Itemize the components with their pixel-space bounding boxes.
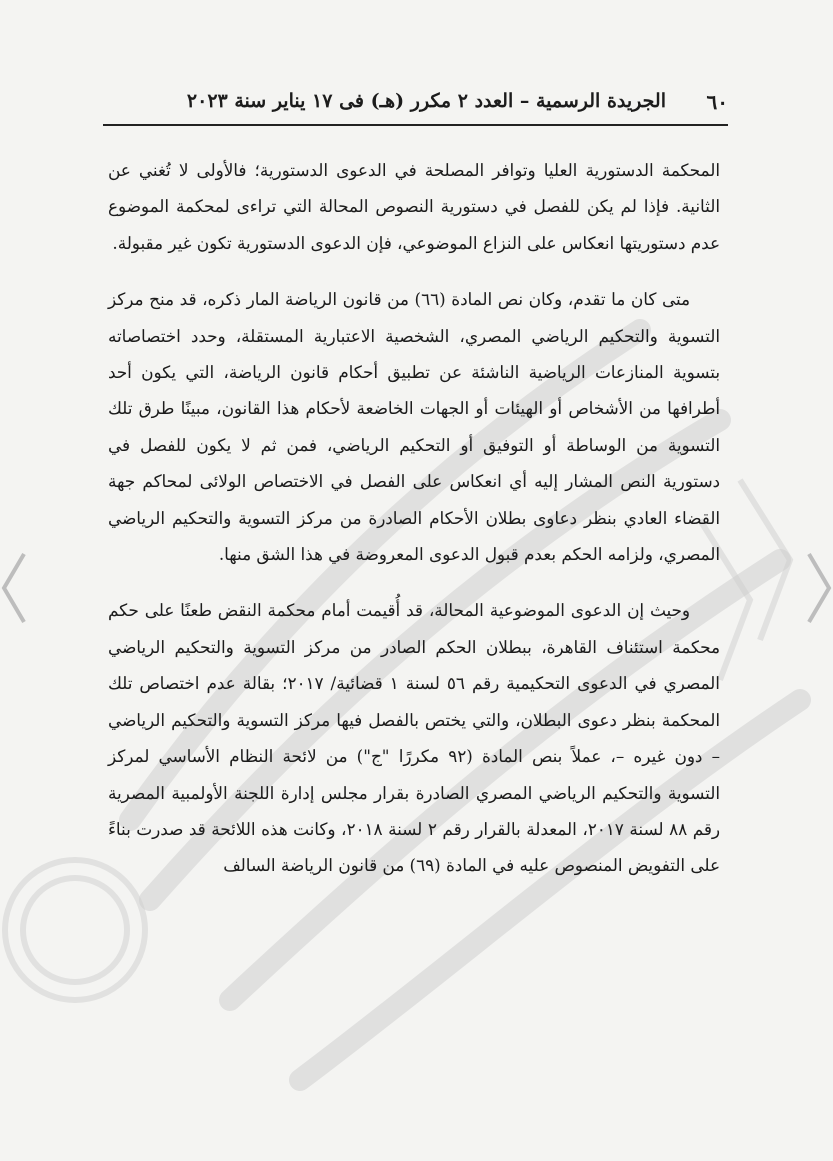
chevron-left-icon[interactable] — [0, 548, 30, 628]
paragraph: متى كان ما تقدم، وكان نص المادة (٦٦) من قانون الرياضة المار ذكره، قد منح مركز التسوية والتحكيم الرياضي المصري، الشخصية الاعتبارية المستقلة، وحدد اختصاصاته بتسوية المنازعات الرياضية الناشئة عن تطبيق أحكام قانون الرياضة، التي يكون أحد أطرافها من الأشخاص أو الهيئات أو الجهات الخاضعة لأحكام هذا القانون، مبينًا طرق تلك التسوية من الوساطة أو التوفيق أو التحكيم الرياضي، فمن ثم لا يكون للفصل في دستورية النص المشار إليه أي انعكاس على الفصل في الاختصاص الولائى لمحاكم جهة القضاء العادي بنظر دعاوى بطلان الأحكام الصادرة من مركز التسوية والتحكيم الرياضي المصري، ولزامه الحكم بعدم قبول الدعوى المعروضة في هذا الشق منها. — [108, 289, 720, 565]
gazette-title: الجريدة الرسمية – العدد ٢ مكرر (هـ) فى ١٧ يناير سنة ٢٠٢٣ — [186, 90, 666, 112]
page-header — [103, 84, 728, 126]
paragraph: المحكمة الدستورية العليا وتوافر المصلحة في الدعوى الدستورية؛ فالأولى لا تُغني عن الثانية. فإذا لم يكن للفصل في دستورية النصوص المحالة التي تراءى لمحكمة الموضوع عدم دستوريتها انعكاس على النزاع الموضوعي، فإن الدعوى الدستورية تكون غير مقبولة. — [108, 160, 720, 253]
document-body — [108, 152, 720, 884]
paragraph: وحيث إن الدعوى الموضوعية المحالة، قد أُقيمت أمام محكمة النقض طعنًا على حكم محكمة استئناف القاهرة، ببطلان الحكم الصادر من مركز التسوية والتحكيم الرياضي المصري في الدعوى التحكيمية رقم ٥٦ لسنة ١ قضائية/ ٢٠١٧؛ بقالة عدم اختصاص تلك المحكمة بنظر دعوى البطلان، والتي يختص بالفصل فيها مركز التسوية والتحكيم الرياضي – دون غيره –، عملاً بنص المادة (٩٢ مكررًا "ج") من لائحة النظام الأساسي لمركز التسوية والتحكيم الرياضي المصري الصادرة بقرار مجلس إدارة اللجنة الأولمبية المصرية رقم ٨٨ لسنة ٢٠١٧، المعدلة بالقرار رقم ٢ لسنة ٢٠١٨، وكانت هذه اللائحة قد صدرت بناءً على التفويض المنصوص عليه في المادة (٦٩) من قانون الرياضة السالف — [108, 600, 721, 876]
page-number: ٦٠ — [706, 90, 728, 114]
chevron-right-icon[interactable] — [803, 548, 833, 628]
